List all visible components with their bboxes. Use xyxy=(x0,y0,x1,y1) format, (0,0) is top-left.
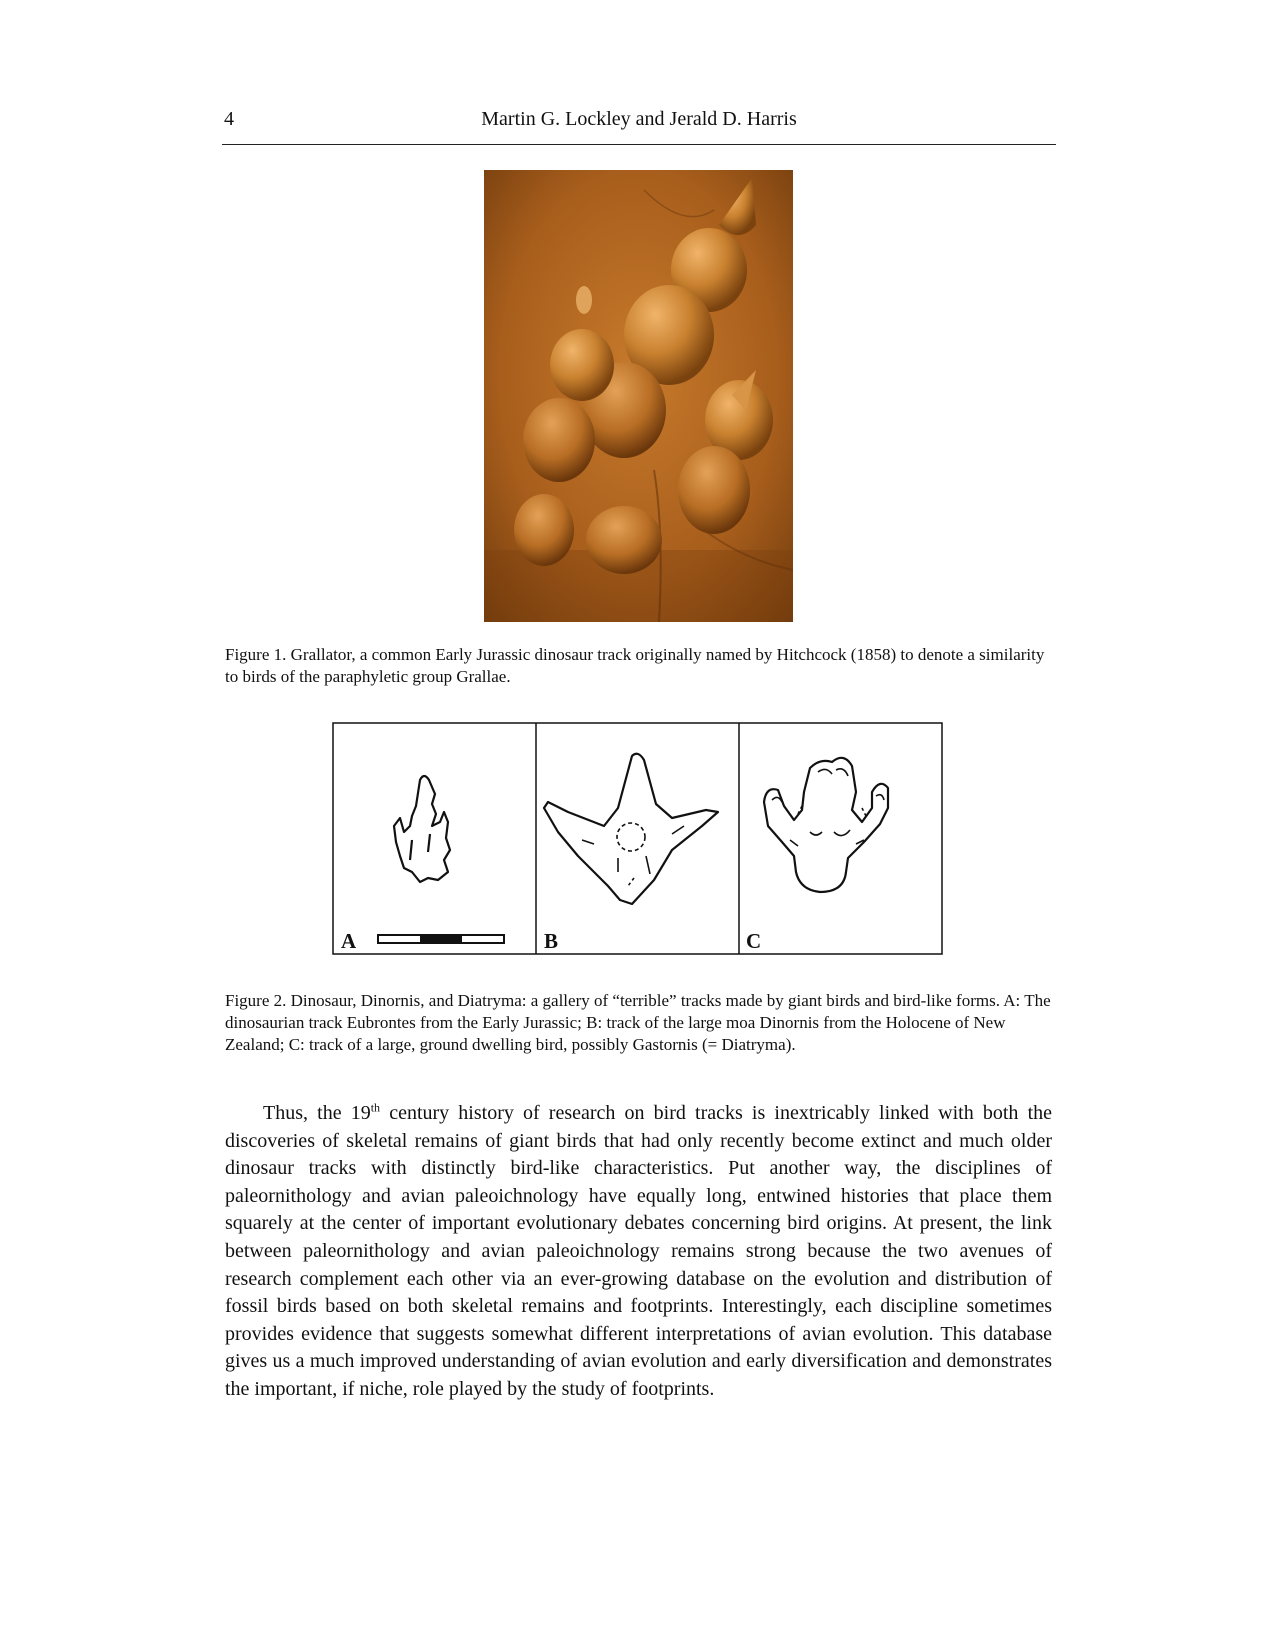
figure1-photo xyxy=(484,170,793,622)
scale-bar xyxy=(378,935,504,943)
panel-label-b: B xyxy=(544,929,559,953)
figure2-drawing xyxy=(332,722,943,955)
paragraph-rest: century history of research on bird tracks is inextricably linked with both the discoveries of skeletal remains of giant birds that had only recently become extinct and much older dinosaur tracks with distinctly bird-like characteristics. Put another way, the disciplines of paleornithology and avian paleoichnology have equally long, entwined histories that place them squarely at the center of important evolutionary debates concerning bird origins. At present, the link between paleornithology and avian paleoichnology remains strong because the two avenues of research complement each other via an ever-growing database on the evolution and distribution of fossil birds based on both skeletal remains and footprints. Interestingly, each discipline sometimes provides evidence that suggests somewhat different interpretations of avian evolution. This database gives us a much improved understanding of avian evolution and early diversification and demonstrates the important, if niche, role played by the study of footprints. xyxy=(225,1102,1053,1400)
figure2-caption: Figure 2. Dinosaur, Dinornis, and Diatryma: a gallery of “terrible” tracks made by giant birds and bird-like forms. A: The dinosaurian track Eubrontes from the Early Jurassic; B: track of the large moa Dinornis from the Holocene of New Zealand; C: track of a large, ground dwelling bird, possibly Gastornis (= Diatryma). xyxy=(225,991,1051,1054)
running-head: Martin G. Lockley and Jerald D. Harris xyxy=(481,108,797,130)
page-number: 4 xyxy=(224,108,234,130)
panel-label-a: A xyxy=(341,929,357,953)
ordinal-superscript: th xyxy=(370,1100,381,1115)
body-paragraph xyxy=(225,1100,1052,1404)
panel-label-c: C xyxy=(746,929,762,953)
header-rule xyxy=(222,144,1056,145)
paragraph-start: Thus, the 19 xyxy=(263,1102,371,1124)
figure1-caption: Figure 1. Grallator, a common Early Jurassic dinosaur track originally named by Hitchcock (1858) to denote a similarity to birds of the paraphyletic group Grallae. xyxy=(225,645,1045,686)
page-header xyxy=(222,104,1056,140)
